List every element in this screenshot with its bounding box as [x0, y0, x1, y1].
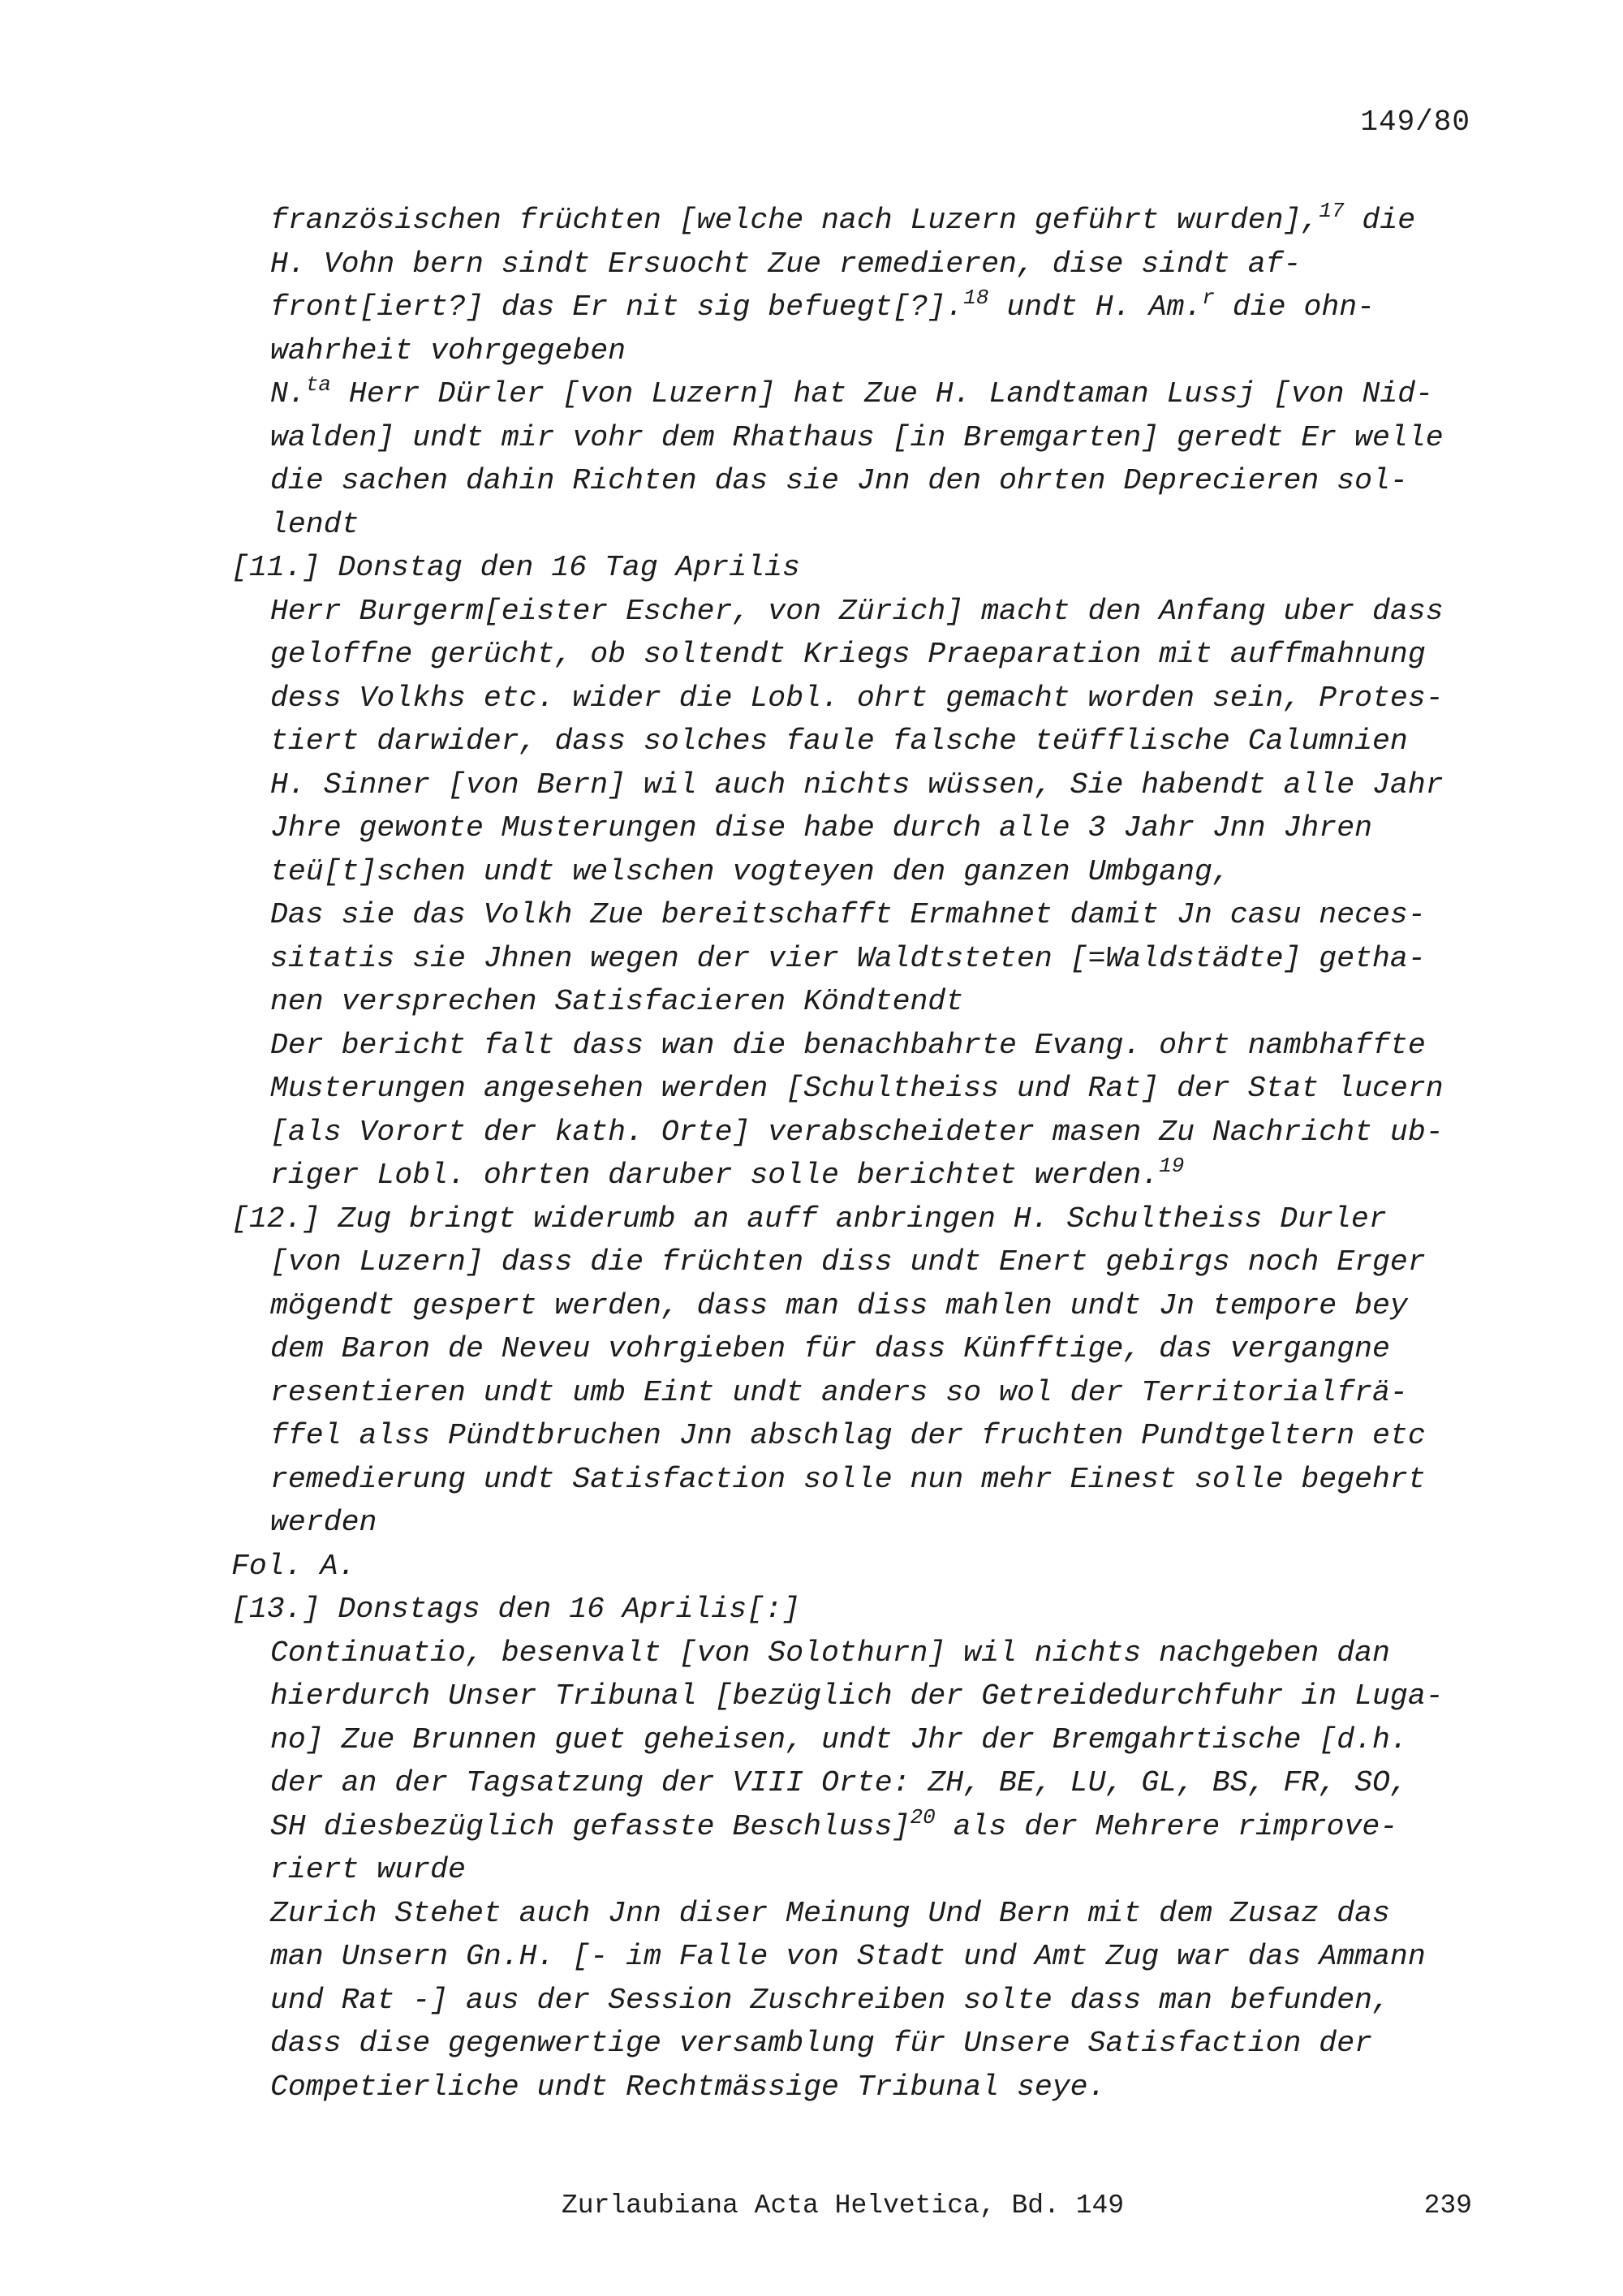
- text-line: [231, 1111, 1481, 1154]
- footnote-marker: 17: [1319, 199, 1345, 223]
- footnote-marker: 18: [963, 286, 989, 310]
- text-segment: undt H. Am.: [988, 290, 1203, 324]
- page-reference: 149/80: [1360, 105, 1470, 139]
- text-segment: no] Zue Brunnen guet geheisen, undt Jhr der Bremgahrtische [d.h.: [270, 1722, 1408, 1756]
- footnote-marker: 19: [1159, 1154, 1185, 1178]
- text-line: [231, 893, 1481, 937]
- text-line: [231, 937, 1481, 981]
- text-segment: Fol. A.: [231, 1549, 356, 1583]
- text-segment: Herr Burgerm[eister Escher, von Zürich] macht den Anfang uber dass: [270, 594, 1444, 628]
- text-segment: Continuatio, besenvalt [von Solothurn] wil nichts nachgeben dan: [270, 1636, 1390, 1670]
- text-segment: [13.] Donstags den 16 Aprilis[:]: [231, 1593, 800, 1626]
- text-segment: der an der Tagsatzung der VIII Orte: ZH, BE, LU, GL, BS, FR, SO,: [270, 1766, 1408, 1799]
- footer-page-number: 239: [1423, 2191, 1472, 2221]
- text-segment: teü[t]schen undt welschen vogteyen den ganzen Umbgang,: [270, 854, 1230, 888]
- text-segment: H. Vohn bern sindt Ersuocht Zue remedieren, dise sindt af-: [270, 247, 1302, 281]
- text-segment: die sachen dahin Richten das sie Jnn den ohrten Deprecieren sol-: [270, 464, 1408, 497]
- text-segment: [als Vorort der kath. Orte] verabscheideter masen Zu Nachricht ub-: [270, 1115, 1444, 1149]
- footnote-marker: r: [1202, 286, 1215, 310]
- text-line: [231, 2022, 1481, 2066]
- text-line: [231, 1024, 1481, 1068]
- text-segment: hierdurch Unser Tribunal [bezüglich der Getreidedurchfuhr in Luga-: [270, 1679, 1444, 1713]
- text-segment: lendt: [270, 507, 359, 541]
- text-line: [231, 1805, 1481, 1849]
- text-segment: werden: [270, 1506, 377, 1539]
- text-segment: front[iert?] das Er nit sig befuegt[?].: [270, 290, 964, 324]
- text-line: [231, 243, 1481, 286]
- text-segment: ffel alss Pündtbruchen Jnn abschlag der fruchten Pundtgeltern etc: [270, 1419, 1426, 1452]
- text-line: [231, 2066, 1481, 2109]
- text-segment: Jhre gewonte Musterungen dise habe durch alle 3 Jahr Jnn Jhren: [270, 811, 1373, 845]
- text-line: [231, 850, 1481, 894]
- text-line: [231, 633, 1481, 677]
- text-line: [231, 1545, 1481, 1589]
- text-line: [231, 1154, 1481, 1197]
- text-segment: Zurich Stehet auch Jnn diser Meinung Und Bern mit dem Zusaz das: [270, 1896, 1390, 1930]
- text-line: [231, 1761, 1481, 1805]
- footnote-marker: 20: [910, 1804, 936, 1829]
- text-segment: Musterungen angesehen werden [Schultheiss und Rat] der Stat lucern: [270, 1072, 1444, 1105]
- text-segment: die: [1344, 204, 1416, 237]
- text-line: [231, 806, 1481, 850]
- text-line: [231, 1848, 1481, 1892]
- text-segment: die ohn-: [1214, 290, 1375, 324]
- text-segment: Herr Dürler [von Luzern] hat Zue H. Landtaman Lussj [von Nid-: [331, 377, 1434, 411]
- footnote-marker: ta: [305, 372, 332, 397]
- text-line: [231, 1458, 1481, 1502]
- text-segment: dess Volkhs etc. wider die Lobl. ohrt gemacht worden sein, Protes-: [270, 681, 1444, 715]
- text-segment: Das sie das Volkh Zue bereitschafft Ermahnet damit Jn casu neces-: [270, 898, 1426, 931]
- text-line: [231, 1632, 1481, 1675]
- text-line: [231, 1197, 1481, 1241]
- text-line: [231, 1501, 1481, 1545]
- text-line: [231, 980, 1481, 1024]
- text-line: [231, 720, 1481, 763]
- text-line: [231, 677, 1481, 720]
- text-segment: Der bericht falt dass wan die benachbahrte Evang. ohrt nambhaffte: [270, 1028, 1426, 1062]
- text-segment: riger Lobl. ohrten daruber solle berichtet werden.: [270, 1159, 1160, 1192]
- text-segment: sitatis sie Jhnen wegen der vier Waldtsteten [=Waldstädte] getha-: [270, 941, 1426, 975]
- text-line: [231, 416, 1481, 460]
- text-line: [231, 763, 1481, 807]
- text-segment: französischen früchten [welche nach Luzern geführt wurden],: [270, 204, 1319, 237]
- text-line: [231, 1718, 1481, 1762]
- text-line: [231, 459, 1481, 503]
- text-line: [231, 1979, 1481, 2023]
- text-line: [231, 1675, 1481, 1718]
- text-line: [231, 503, 1481, 547]
- text-segment: [12.] Zug bringt widerumb an auff anbringen H. Schultheiss Durler: [231, 1202, 1387, 1236]
- document-body: [231, 199, 1481, 2109]
- text-segment: wahrheit vohrgegeben: [270, 333, 626, 368]
- text-line: [231, 329, 1481, 373]
- text-segment: H. Sinner [von Bern] wil auch nichts wüssen, Sie habendt alle Jahr: [270, 767, 1444, 802]
- text-line: [231, 1284, 1481, 1328]
- text-line: [231, 546, 1481, 590]
- text-line: [231, 1414, 1481, 1458]
- text-line: [231, 1371, 1481, 1415]
- text-segment: remedierung undt Satisfaction solle nun mehr Einest solle begehrt: [270, 1462, 1426, 1496]
- text-segment: geloffne gerücht, ob soltendt Kriegs Praeparation mit auffmahnung: [270, 638, 1426, 671]
- text-line: [231, 372, 1481, 416]
- text-line: [231, 199, 1481, 243]
- text-segment: resentieren undt umb Eint undt anders so wol der Territorialfrä-: [270, 1375, 1408, 1409]
- footer-title: Zurlaubiana Acta Helvetica, Bd. 149: [562, 2191, 1125, 2221]
- text-segment: [11.] Donstag den 16 Tag Aprilis: [231, 551, 800, 584]
- text-segment: SH diesbezüglich gefasste Beschluss]: [270, 1809, 911, 1843]
- text-segment: als der Mehrere rimprove-: [935, 1809, 1398, 1843]
- text-segment: man Unsern Gn.H. [- im Falle von Stadt und Amt Zug war das Ammann: [270, 1940, 1426, 1973]
- text-segment: nen versprechen Satisfacieren Köndtendt: [270, 985, 964, 1018]
- text-segment: N.: [270, 377, 306, 411]
- text-segment: [von Luzern] dass die früchten diss undt Enert gebirgs noch Erger: [270, 1245, 1426, 1279]
- text-line: [231, 1588, 1481, 1632]
- text-segment: Competierliche undt Rechtmässige Tribunal seye.: [270, 2070, 1106, 2104]
- text-line: [231, 1892, 1481, 1936]
- text-line: [231, 1935, 1481, 1979]
- text-segment: walden] undt mir vohr dem Rhathaus [in Bremgarten] geredt Er welle: [270, 420, 1444, 454]
- text-segment: und Rat -] aus der Session Zuschreiben solte dass man befunden,: [270, 1983, 1390, 2017]
- text-line: [231, 590, 1481, 634]
- text-line: [231, 1240, 1481, 1284]
- text-line: [231, 1327, 1481, 1371]
- text-segment: dem Baron de Neveu vohrgieben für dass Künfftige, das vergangne: [270, 1332, 1390, 1365]
- text-line: [231, 1067, 1481, 1111]
- text-segment: dass dise gegenwertige versamblung für Unsere Satisfaction der: [270, 2027, 1373, 2060]
- text-segment: mögendt gespert werden, dass man diss mahlen undt Jn tempore bey: [270, 1288, 1408, 1322]
- text-segment: tiert darwider, dass solches faule falsche teüfflische Calumnien: [270, 724, 1408, 758]
- text-line: [231, 286, 1481, 329]
- text-segment: riert wurde: [270, 1853, 466, 1886]
